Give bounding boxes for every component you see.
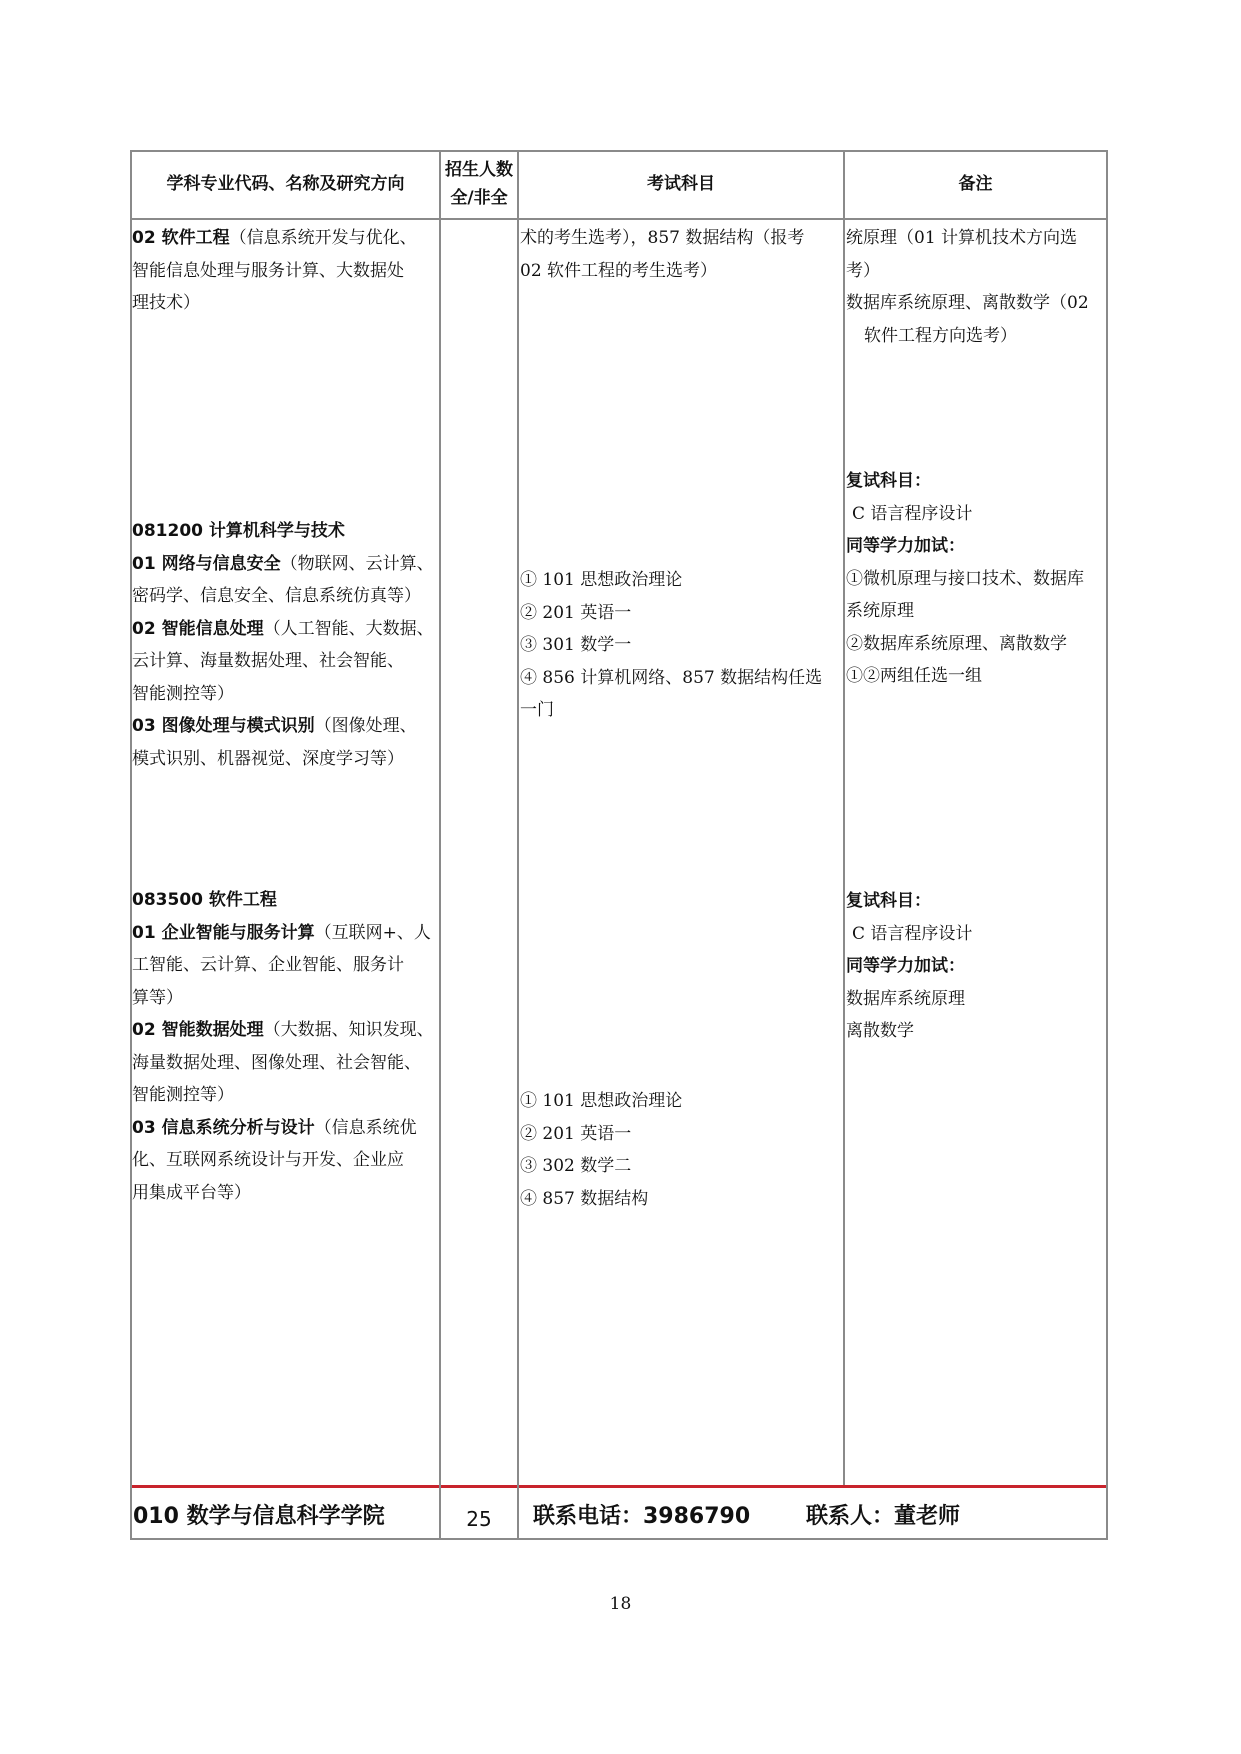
major-desc: （信息系统开发与优化、 [229,228,417,248]
equiv-label: 同等学力加试： [846,956,965,976]
header-enrollment-line1: 招生人数 [445,160,513,180]
direction-desc: （大数据、知识发现、 [263,1020,434,1040]
retest-label: 复试科目： [846,471,931,491]
retest-label: 复试科目： [846,891,931,911]
notes-line: 软件工程方向选考） [864,325,1017,346]
col-border-3 [843,150,845,1485]
major-desc-line: 理技术） [132,293,200,313]
notes-081200-cell [846,465,1105,693]
notes-083500-cell [846,885,1105,1048]
exam-083500-cell [520,1085,842,1215]
direction-name: 02 智能数据处理 [132,1020,264,1040]
exam-subject: ③ 302 数学二 [520,1156,632,1176]
exam-subject: ① 101 思想政治理论 [520,1091,683,1111]
equiv-item: 数据库系统原理 [846,988,965,1009]
header-enrollment [441,150,517,218]
direction-desc: （人工智能、大数据、 [263,618,434,639]
direction-desc-line: 模式识别、机器视觉、深度学习等） [132,748,404,769]
direction-desc: （图像处理、 [314,716,417,736]
page-number: 18 [609,1594,632,1614]
direction-desc-line: 云计算、海量数据处理、社会智能、 [132,651,404,671]
notes-line: 数据库系统原理、离散数学（02 [846,293,1089,313]
exam-subject: ① 101 思想政治理论 [520,570,683,590]
top-major-cell [132,222,438,320]
direction-desc-line: 智能测控等） [132,683,234,704]
top-notes-cell [846,222,1105,352]
col-border-right [1106,150,1108,1540]
exam-subject: ③ 301 数学一 [520,635,632,655]
header-bottom-border [130,218,1108,220]
major-081200-cell [132,515,438,775]
header-enrollment-line2: 全/非全 [450,188,508,208]
direction-name: 03 信息系统分析与设计 [132,1117,315,1138]
direction-name: 03 图像处理与模式识别 [132,716,315,736]
direction-desc-line: 智能测控等） [132,1085,234,1105]
header-major: 学科专业代码、名称及研究方向 [166,174,405,194]
retest-value: C 语言程序设计 [852,923,973,944]
equiv-item: 系统原理 [846,601,914,621]
footer-college: 010 数学与信息科学学院 [133,1503,385,1529]
retest-value: C 语言程序设计 [852,503,973,524]
direction-name: 01 网络与信息安全 [132,553,281,574]
exam-line: 术的考生选考），857 数据结构（报考 [520,228,805,248]
major-title: 083500 软件工程 [132,890,277,910]
direction-desc-line: 密码学、信息安全、信息系统仿真等） [132,586,421,606]
header-notes: 备注 [958,174,993,194]
col-border-2 [517,150,519,1540]
footer-enrollment: 25 [466,1507,492,1531]
direction-desc: （物联网、云计算、 [280,553,434,574]
col-border-left [130,150,132,1540]
direction-name: 02 智能信息处理 [132,618,264,639]
footer-contact: 联系人：董老师 [806,1503,961,1529]
footer-phone: 联系电话：3986790 [533,1503,751,1529]
exam-subject: ② 201 英语一 [520,1123,632,1144]
direction-desc: （互联网+、人 [314,922,431,943]
notes-line: 统原理（01 计算机技术方向选 [846,228,1078,248]
major-name: 02 软件工程 [132,228,230,248]
equiv-item: ②数据库系统原理、离散数学 [846,633,1067,654]
admissions-table [130,150,1108,1540]
equiv-label: 同等学力加试： [846,536,965,556]
exam-subject: ② 201 英语一 [520,602,632,623]
equiv-item: ①微机原理与接口技术、数据库 [846,568,1084,589]
direction-desc-line: 用集成平台等） [132,1182,251,1203]
direction-desc: （信息系统优 [314,1117,417,1138]
notes-line: 考） [846,260,880,281]
top-exam-cell [520,222,842,287]
direction-desc-line: 化、互联网系统设计与开发、企业应 [132,1150,404,1170]
exam-subject: ④ 856 计算机网络、857 数据结构任选 [520,667,823,688]
exam-line: 02 软件工程的考生选考） [520,260,718,281]
header-exam-subjects: 考试科目 [647,174,715,194]
equiv-item: 离散数学 [846,1021,914,1041]
direction-desc-line: 海量数据处理、图像处理、社会智能、 [132,1052,421,1073]
exam-subject-cont: 一门 [520,700,554,720]
exam-subject: ④ 857 数据结构 [520,1188,649,1209]
exam-081200-cell [520,564,842,727]
col-border-1 [439,150,441,1540]
direction-desc-line: 工智能、云计算、企业智能、服务计 [132,955,404,975]
equiv-item: ①②两组任选一组 [846,666,982,686]
direction-name: 01 企业智能与服务计算 [132,922,315,943]
direction-desc-line: 算等） [132,987,183,1008]
major-083500-cell [132,884,438,1209]
major-desc-line: 智能信息处理与服务计算、大数据处 [132,260,404,281]
major-title: 081200 计算机科学与技术 [132,521,345,541]
